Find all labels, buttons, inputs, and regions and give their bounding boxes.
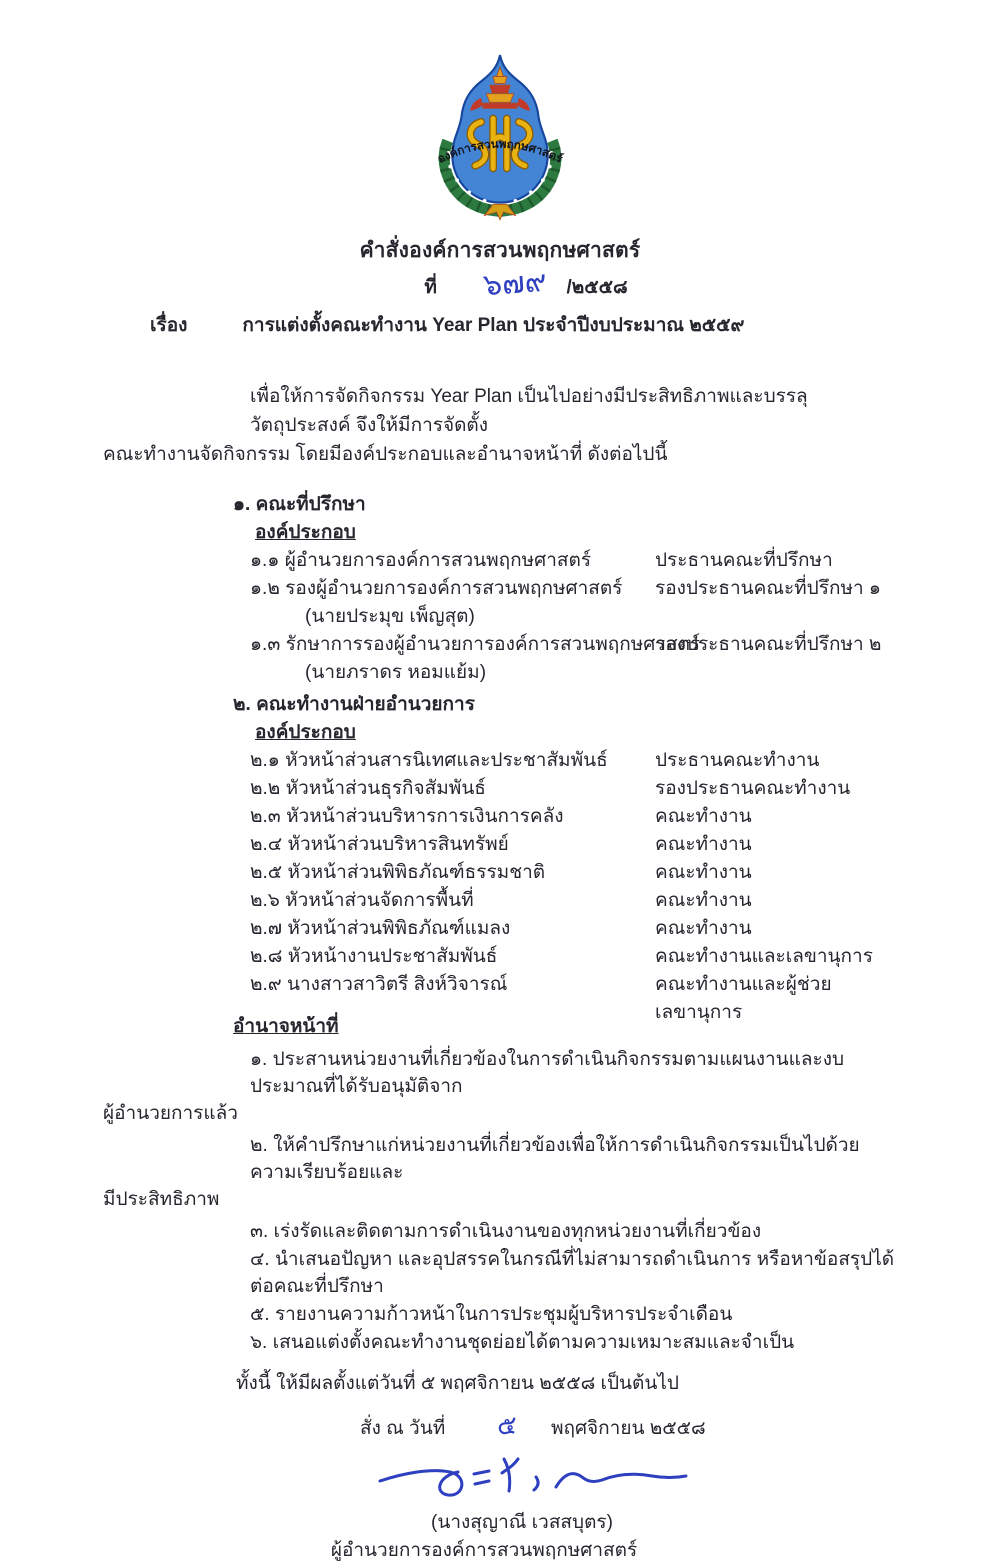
committee-row — [103, 831, 905, 859]
document-body — [103, 382, 905, 1565]
committee-row — [103, 859, 905, 887]
member-no: ๒.๗ — [250, 918, 283, 939]
committee-row — [103, 631, 905, 659]
duty-line: ๖. เสนอแต่งตั้งคณะทำงานชุดย่อยได้ตามความเหมาะสมและจำเป็น — [250, 1332, 795, 1353]
emblem-banner-text: องค์การสวนพฤกษศาสตร์ — [435, 138, 565, 166]
member-position: หัวหน้าส่วนพิพิธภัณฑ์ธรรมชาติ — [287, 862, 546, 883]
duty-line: ๓. เร่งรัดและติดตามการดำเนินงานของทุกหน่วยงานที่เกี่ยวข้อง — [250, 1221, 762, 1242]
member-role: รองประธานคณะทำงาน — [655, 778, 851, 799]
duty-line: มีประสิทธิภาพ — [103, 1189, 220, 1210]
committee-row — [103, 547, 905, 575]
document-title: คำสั่งองค์การสวนพฤกษศาสตร์ — [359, 239, 641, 262]
duty-line: ๒. ให้คำปรึกษาแก่หน่วยงานที่เกี่ยวข้องเพื่อให้การดำเนินกิจกรรมเป็นไปด้วยความเรียบร้อยและ — [250, 1135, 860, 1183]
intro-line: คณะทำงานจัดกิจกรรม โดยมีองค์ประกอบและอำนาจหน้าที่ ดังต่อไปนี้ — [103, 444, 668, 465]
committee-row — [103, 803, 905, 831]
section-working-group-subheading: องค์ประกอบ — [255, 722, 356, 743]
duty-item — [103, 1218, 905, 1245]
member-position: รักษาการรองผู้อำนวยการองค์การสวนพฤกษศาสตร์ — [285, 634, 701, 655]
subject-line — [150, 310, 1000, 340]
member-role: ประธานคณะทำงาน — [655, 750, 820, 771]
member-role: คณะทำงาน — [655, 862, 752, 883]
duty-line: ๕. รายงานความก้าวหน้าในการประชุมผู้บริหารประจำเดือน — [250, 1304, 733, 1325]
section-advisory-heading: ๑. คณะที่ปรึกษา — [233, 494, 366, 515]
duty-item — [103, 1301, 905, 1328]
section-advisory-subheading: องค์ประกอบ — [255, 522, 356, 543]
member-name: (นายประมุข เพ็ญสุต) — [305, 606, 475, 627]
section-working-group-heading: ๒. คณะทำงานฝ่ายอำนวยการ — [233, 694, 475, 715]
committee-row — [103, 915, 905, 943]
member-no: ๑.๓ — [250, 634, 281, 655]
order-number-year: /๒๕๕๘ — [566, 277, 628, 298]
subject-text: การแต่งตั้งคณะทำงาน Year Plan ประจำปีงบประมาณ ๒๕๕๙ — [242, 315, 745, 336]
member-no: ๒.๙ — [250, 974, 282, 995]
member-role: ประธานคณะที่ปรึกษา — [655, 550, 833, 571]
duties-heading: อำนาจหน้าที่ — [233, 1016, 339, 1037]
committee-row — [103, 575, 905, 603]
duty-item — [103, 1329, 905, 1356]
intro-paragraph — [103, 382, 905, 469]
member-no: ๒.๕ — [250, 862, 283, 883]
signatory-title: ผู้อำนวยการองค์การสวนพฤกษศาสตร์ — [330, 1540, 638, 1561]
committee-row — [103, 887, 905, 915]
order-number-prefix: ที่ — [424, 277, 437, 298]
member-role: คณะทำงาน — [655, 918, 752, 939]
member-role: รองประธานคณะที่ปรึกษา ๒ — [655, 634, 882, 655]
duty-line: ๔. นำเสนอปัญหา และอุปสรรคในกรณีที่ไม่สามารถดำเนินการ หรือหาข้อสรุปได้ต่อคณะที่ปรึกษา — [250, 1249, 895, 1297]
committee-row — [103, 971, 905, 1023]
member-role: คณะทำงานและผู้ช่วยเลขานุการ — [655, 974, 832, 1023]
member-position: หัวหน้าส่วนจัดการพื้นที่ — [285, 890, 474, 911]
member-no: ๒.๒ — [250, 778, 281, 799]
member-no: ๑.๑ — [250, 550, 280, 571]
member-name: (นายภราดร หอมแย้ม) — [305, 662, 487, 683]
subject-label: เรื่อง — [150, 315, 188, 336]
member-no: ๒.๖ — [250, 890, 280, 911]
member-no: ๒.๑ — [250, 750, 280, 771]
member-position: หัวหน้าส่วนบริหารการเงินการคลัง — [286, 806, 564, 827]
member-role: คณะทำงาน — [655, 890, 752, 911]
member-no: ๑.๒ — [250, 578, 280, 599]
signature-ink — [374, 1449, 694, 1507]
member-no: ๒.๓ — [250, 806, 281, 827]
committee-row — [103, 775, 905, 803]
member-position: หัวหน้าส่วนพิพิธภัณฑ์แมลง — [287, 918, 511, 939]
member-role: คณะทำงานและเลขานุการ — [655, 946, 873, 967]
signatory-name: (นางสุญาณี เวสสบุตร) — [431, 1512, 613, 1533]
member-position: ผู้อำนวยการองค์การสวนพฤกษศาสตร์ — [284, 550, 592, 571]
org-emblem — [414, 50, 586, 230]
document-page — [0, 50, 1000, 1561]
member-position: หัวหน้าส่วนธุรกิจสัมพันธ์ — [285, 778, 486, 799]
member-position: รองผู้อำนวยการองค์การสวนพฤกษศาสตร์ — [285, 578, 623, 599]
duty-item — [103, 1046, 905, 1127]
member-position: หัวหน้างานประชาสัมพันธ์ — [287, 946, 498, 967]
committee-row — [103, 747, 905, 775]
order-date-suffix: พฤศจิกายน ๒๕๕๘ — [550, 1418, 706, 1439]
member-role: คณะทำงาน — [655, 834, 752, 855]
member-no: ๒.๔ — [250, 834, 283, 855]
handwritten-day: ๕ — [496, 1409, 518, 1441]
duty-item — [103, 1246, 905, 1300]
member-position: หัวหน้าส่วนบริหารสินทรัพย์ — [287, 834, 509, 855]
effective-date-line: ทั้งนี้ ให้มีผลตั้งแต่วันที่ ๕ พฤศจิกายน ๒๕๕๘ เป็นต้นไป — [236, 1373, 679, 1394]
order-date-prefix: สั่ง ณ วันที่ — [360, 1418, 446, 1439]
duty-line: ๑. ประสานหน่วยงานที่เกี่ยวข้องในการดำเนินกิจกรรมตามแผนงานและงบประมาณที่ได้รับอนุมัติจาก — [250, 1049, 845, 1097]
member-position: หัวหน้าส่วนสารนิเทศและประชาสัมพันธ์ — [285, 750, 608, 771]
intro-line: เพื่อให้การจัดกิจกรรม Year Plan เป็นไปอย่างมีประสิทธิภาพและบรรลุวัตถุประสงค์ จึงให้มีการจัดตั้ง — [250, 386, 808, 436]
duty-item — [103, 1132, 905, 1213]
member-role: รองประธานคณะที่ปรึกษา ๑ — [655, 578, 881, 599]
order-date-line — [103, 1409, 905, 1443]
member-position: นางสาวสาวิตรี สิงห์วิจารณ์ — [287, 974, 508, 995]
committee-row — [103, 943, 905, 971]
handwritten-order-number: ๖๗๙ — [481, 264, 548, 303]
order-number-line — [0, 264, 1000, 303]
duty-line: ผู้อำนวยการแล้ว — [103, 1103, 238, 1124]
member-no: ๒.๘ — [250, 946, 283, 967]
member-role: คณะทำงาน — [655, 806, 752, 827]
